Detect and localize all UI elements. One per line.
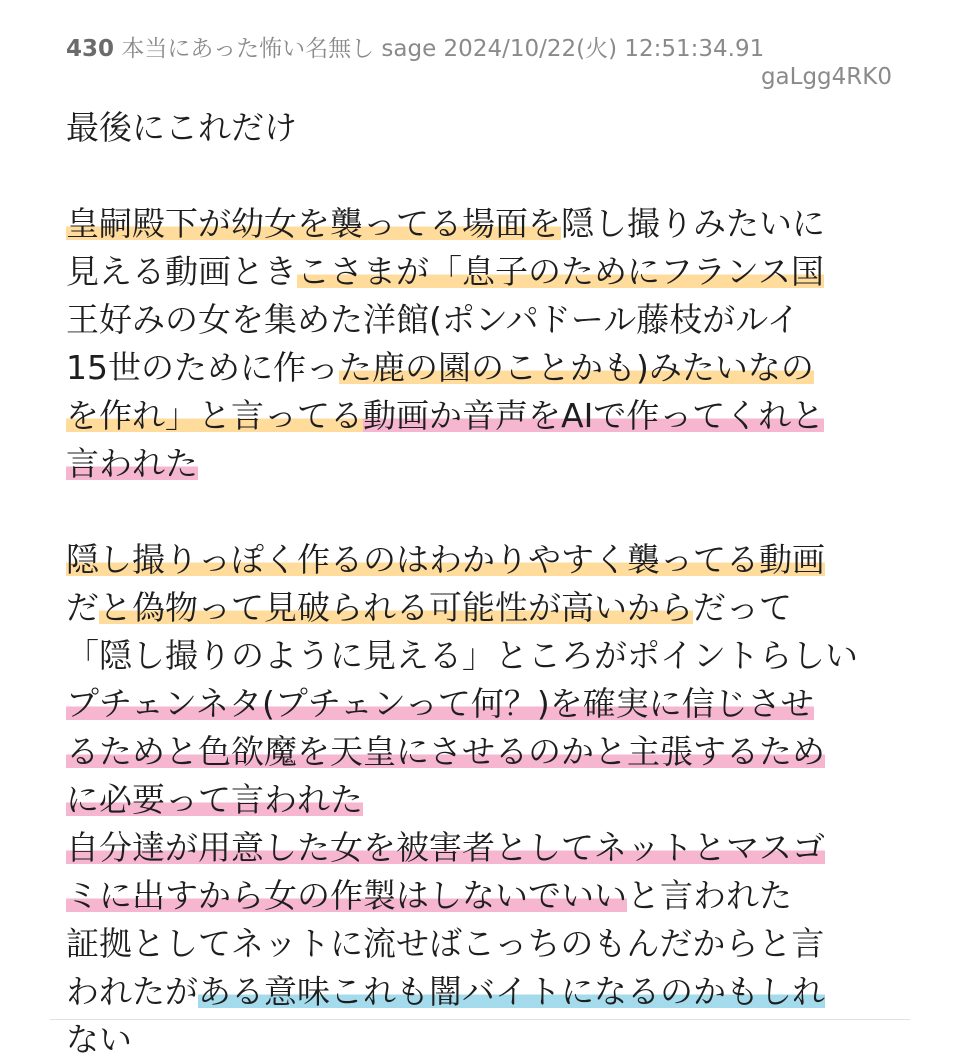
body-line — [66, 776, 896, 824]
body-line — [66, 344, 896, 392]
body-line — [66, 920, 896, 968]
body-line — [66, 968, 896, 1016]
body-text: 見える動画とき — [66, 252, 297, 291]
highlight-orange: 隠し撮りっぽく作るのはわかりやすく襲ってる動画 — [66, 540, 825, 579]
body-text: だって — [693, 588, 792, 627]
post-divider — [50, 1019, 910, 1020]
blank-line — [66, 488, 896, 536]
body-text: と言われた — [627, 876, 792, 915]
body-line — [66, 872, 896, 920]
blank-line — [66, 152, 896, 200]
highlight-pink: 動画か音声をAIで作ってくれと — [363, 396, 825, 435]
body-line — [66, 104, 896, 152]
body-line — [66, 824, 896, 872]
highlight-pink: ミに出すから女の作製はしないでいい — [66, 876, 627, 915]
highlight-pink: プチェンネタ(プチェンって何？)を確実に信じさせ — [66, 684, 814, 723]
body-text: 証拠としてネットに流せばこっちのもんだからと言 — [66, 924, 825, 963]
body-text: 15世のために作っ — [66, 348, 339, 387]
poster-id[interactable]: gaLgg4RK0 — [760, 64, 892, 90]
highlight-pink: るためと色欲魔を天皇にさせるのかと主張するため — [66, 732, 825, 771]
body-line — [66, 440, 896, 488]
body-line — [66, 296, 896, 344]
post-header — [66, 30, 896, 63]
post-body — [66, 104, 896, 1064]
body-line — [66, 584, 896, 632]
highlight-orange: た鹿の園のことかも)みたいなの — [339, 348, 814, 387]
body-text: 隠し撮りみたいに — [561, 204, 825, 243]
highlight-pink: に必要って言われた — [66, 780, 363, 819]
body-text: われたが — [66, 972, 198, 1011]
body-text: 「隠し撮りのように見える」ところがポイントらしい — [66, 636, 858, 675]
highlight-orange: こさまが「息子のためにフランス国 — [297, 252, 825, 291]
highlight-pink: 自分達が用意した女を被害者としてネットとマスゴ — [66, 828, 825, 867]
body-line — [66, 248, 896, 296]
body-line — [66, 200, 896, 248]
body-text: 王好みの女を集めた洋館(ポンパドール藤枝がルイ — [66, 300, 800, 339]
body-line — [66, 392, 896, 440]
body-line — [66, 680, 896, 728]
body-line — [66, 632, 896, 680]
highlight-orange: を作れ」と言ってる — [66, 396, 363, 435]
body-line — [66, 728, 896, 776]
highlight-pink: 言われた — [66, 444, 198, 483]
body-line — [66, 536, 896, 584]
post-number[interactable]: 430 — [66, 36, 115, 62]
body-text: ない — [66, 1020, 132, 1059]
body-text: だ — [66, 588, 99, 627]
body-text: 最後にこれだけ — [66, 108, 297, 147]
highlight-orange: 皇嗣殿下が幼女を襲ってる場面を — [66, 204, 561, 243]
body-line — [66, 1016, 896, 1064]
post-meta: 本当にあった怖い名無し sage 2024/10/22(火) 12:51:34.91 — [121, 36, 765, 62]
highlight-blue: ある意味これも闇バイトになるのかもしれ — [198, 972, 825, 1011]
highlight-orange: と偽物って見破られる可能性が高いから — [99, 588, 693, 627]
